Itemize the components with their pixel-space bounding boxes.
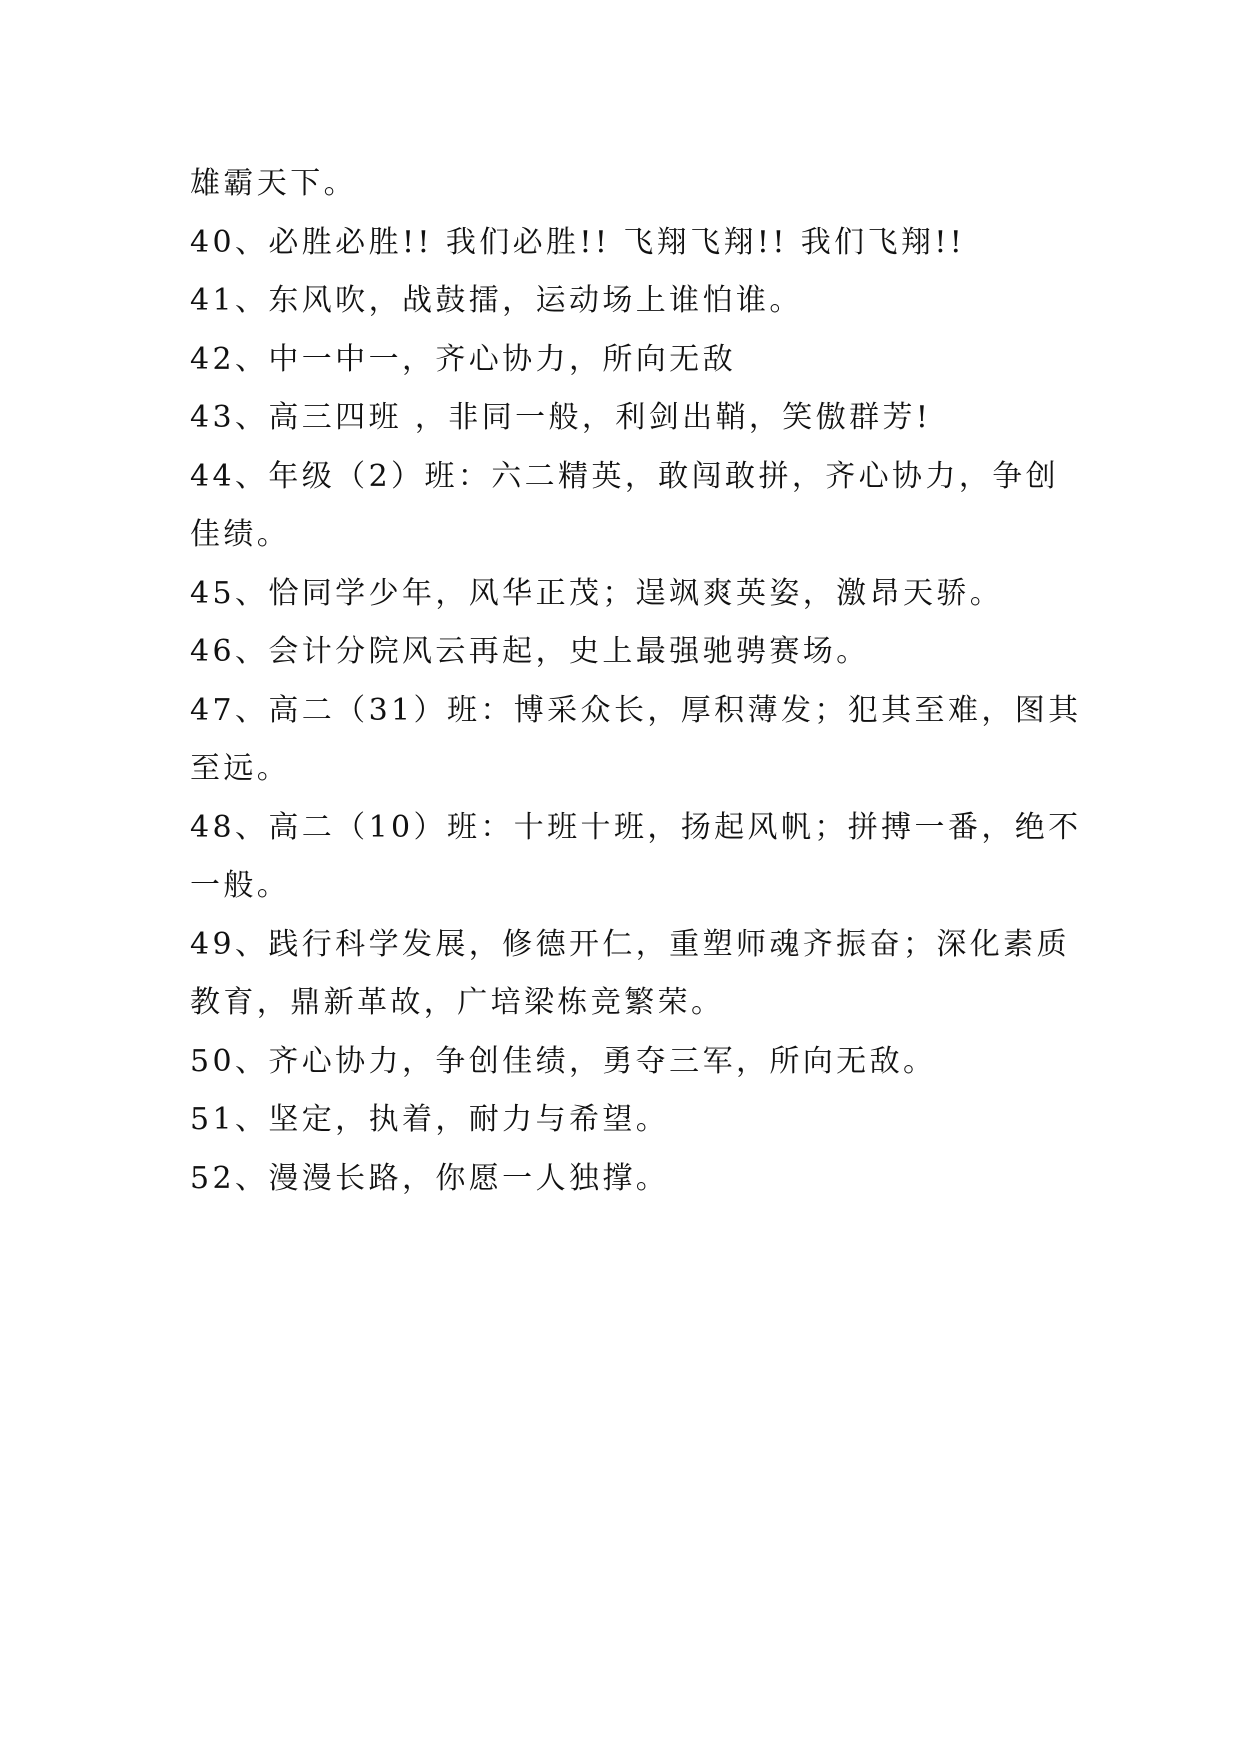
document-body [190,155,1082,1208]
text-line: 40、必胜必胜!! 我们必胜!! 飞翔飞翔!! 我们飞翔!! [190,224,966,260]
text-line: 50、齐心协力，争创佳绩，勇夺三军，所向无敌。 [190,1043,937,1079]
text-line: 47、高二（31）班：博采众长，厚积薄发；犯其至难，图其 [190,692,1082,728]
text-line: 佳绩。 [190,517,291,552]
text-line: 52、漫漫长路，你愿一人独撑。 [190,1160,670,1196]
text-line: 48、高二（10）班：十班十班，扬起风帆；拼搏一番，绝不 [190,809,1082,845]
text-line: 雄霸天下。 [190,166,357,201]
text-line: 51、坚定，执着，耐力与希望。 [190,1102,670,1137]
text-line: 一般。 [190,868,291,903]
text-line: 43、高三四班 ，非同一般，利剑出鞘，笑傲群芳! [190,400,932,435]
text-line: 45、恰同学少年，风华正茂；逞飒爽英姿，激昂天骄。 [190,575,1004,611]
text-line: 49、践行科学发展，修德开仁，重塑师魂齐振奋；深化素质 [190,926,1070,962]
text-line: 44、年级（2）班：六二精英，敢闯敢拼，齐心协力，争创 [190,458,1060,494]
text-line: 教育，鼎新革故，广培梁栋竞繁荣。 [190,985,725,1020]
text-line: 41、东风吹，战鼓擂，运动场上谁怕谁。 [190,283,803,318]
text-line: 42、中一中一，齐心协力，所向无敌 [190,341,736,377]
text-line: 46、会计分院风云再起，史上最强驰骋赛场。 [190,634,870,669]
text-line: 至远。 [190,751,291,786]
